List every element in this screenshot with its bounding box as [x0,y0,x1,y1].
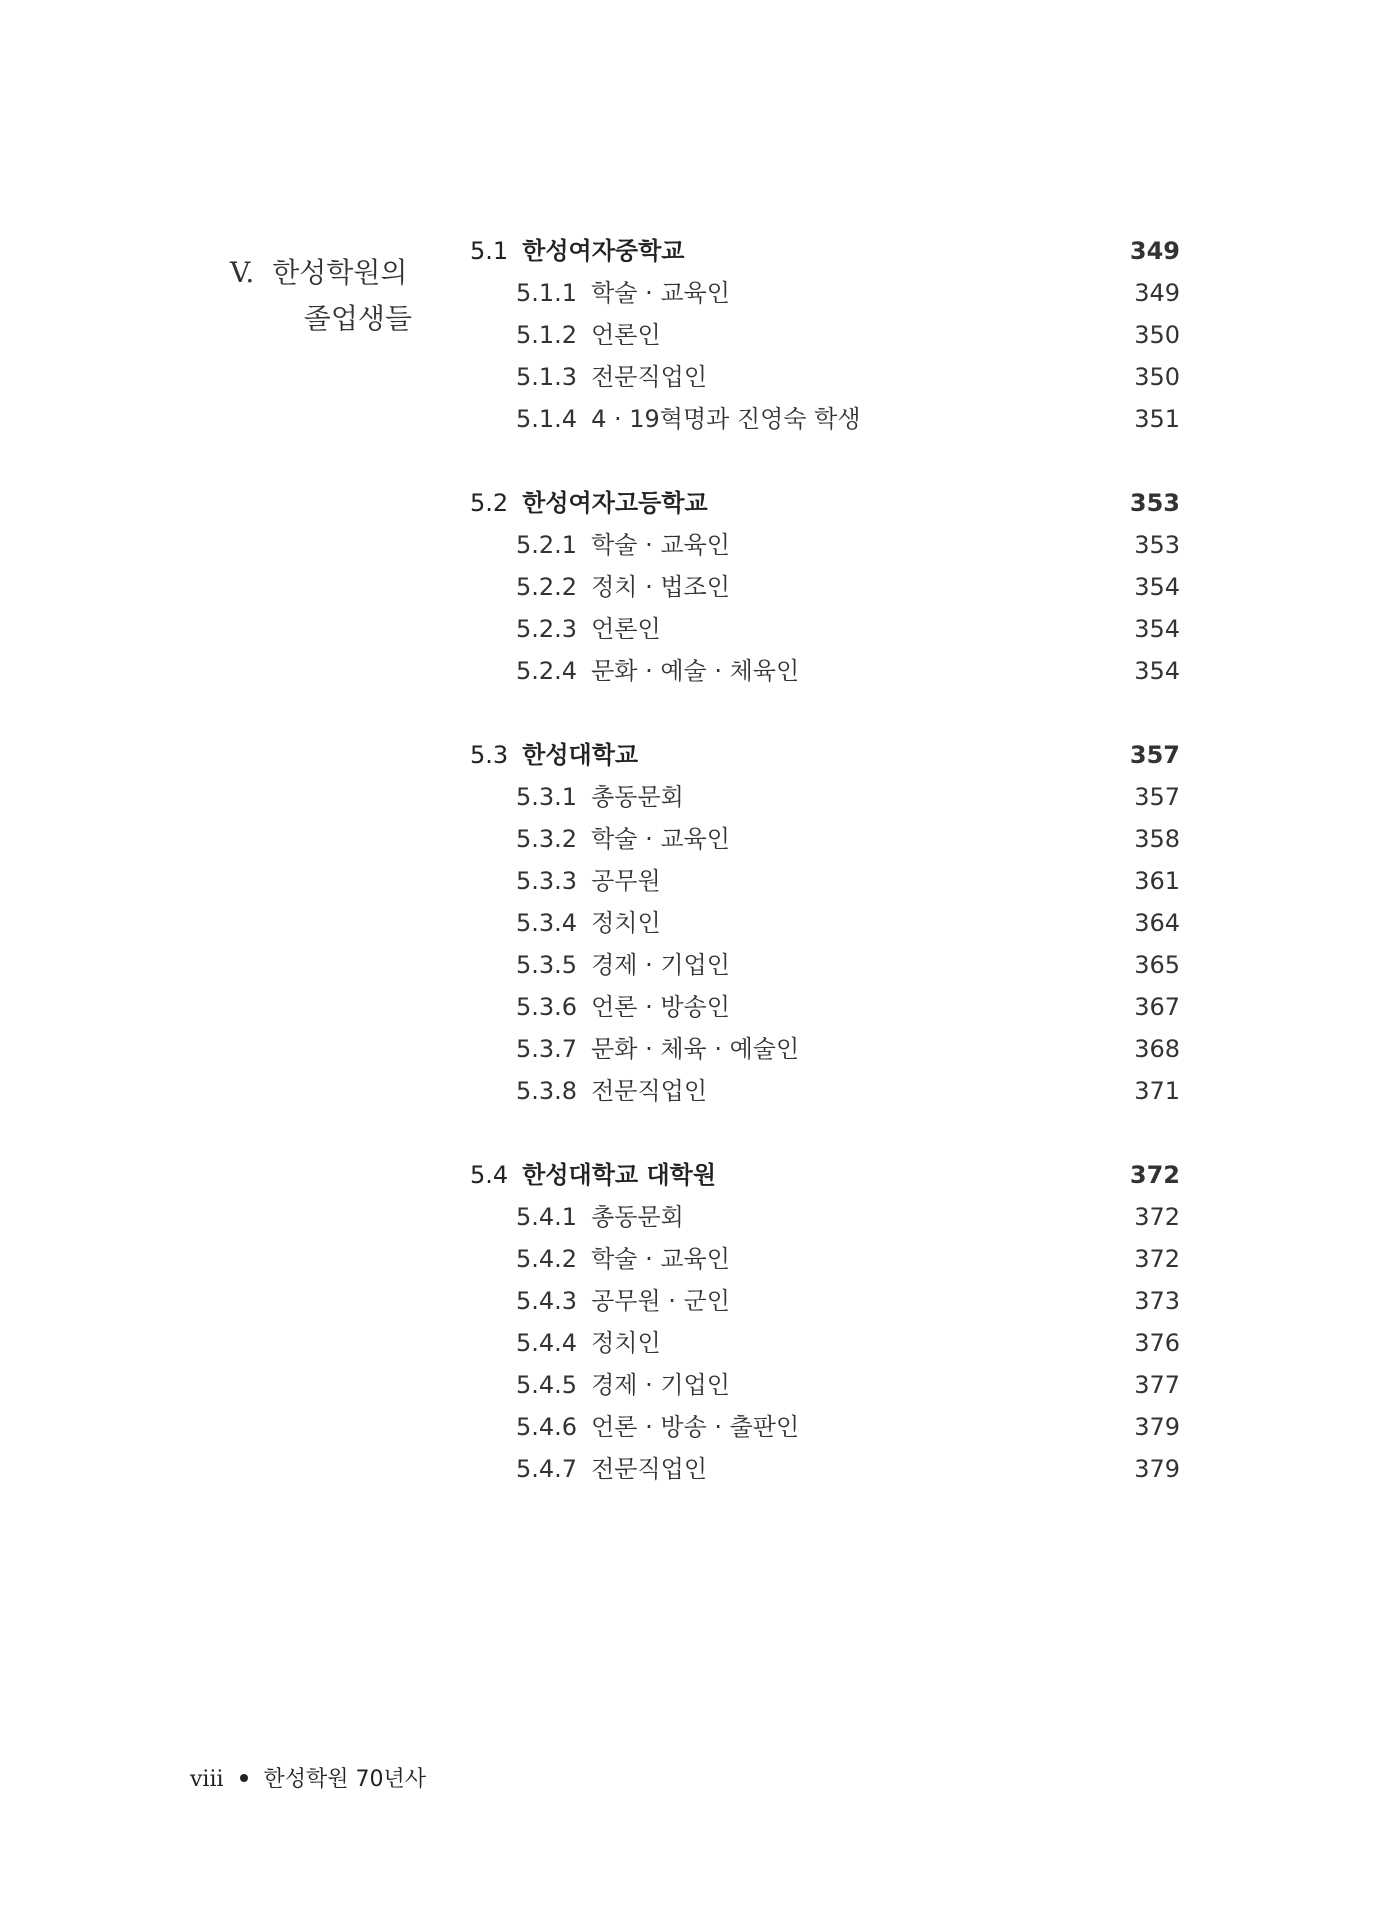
toc-entry[interactable] [470,1028,1180,1070]
toc-entry[interactable] [470,356,1180,398]
toc-entry[interactable] [470,314,1180,356]
part-numeral: V. [230,256,255,289]
part-title [180,250,412,342]
toc-entry-number: 5.3.5 [516,951,578,979]
toc-entry-page: 349 [1129,237,1180,265]
toc-entry-page: 358 [1134,825,1180,853]
toc-entry-number: 5.3.1 [516,783,578,811]
toc-entry-page: 354 [1134,657,1180,685]
toc-section-heading[interactable] [470,482,1180,524]
toc-entry-title: 언론 · 방송 · 출판인 [591,1413,800,1441]
toc-entry-number: 5.4.3 [516,1287,578,1315]
toc-entry-number: 5.1 [470,237,509,265]
toc-entry[interactable] [470,860,1180,902]
toc-entry[interactable] [470,1364,1180,1406]
toc-section-heading[interactable] [470,734,1180,776]
toc-entry-page: 350 [1134,363,1180,391]
toc-entry[interactable] [470,1196,1180,1238]
toc-entry[interactable] [470,608,1180,650]
toc-entry-page: 372 [1134,1245,1180,1273]
toc-entry[interactable] [470,944,1180,986]
page-number: viii [190,1767,224,1792]
toc-entry-page: 351 [1134,405,1180,433]
toc-section [470,734,1180,1112]
toc-entry-title: 정치인 [591,909,661,937]
toc-entry-number: 5.3 [470,741,509,769]
toc-entry-title: 학술 · 교육인 [591,825,730,853]
toc-entry-number: 5.3.8 [516,1077,578,1105]
toc-entry-page: 354 [1134,573,1180,601]
toc-entry-number: 5.4.7 [516,1455,578,1483]
toc-entry-page: 371 [1134,1077,1180,1105]
toc-entry-title: 한성여자중학교 [522,237,685,265]
toc-entry-title: 한성대학교 대학원 [522,1161,716,1189]
toc-entry-number: 5.2.3 [516,615,578,643]
toc-entry-number: 5.1.4 [516,405,578,433]
toc-entry-page: 365 [1134,951,1180,979]
toc-entry-title: 경제 · 기업인 [591,1371,730,1399]
toc-entry-page: 361 [1134,867,1180,895]
toc-section-heading[interactable] [470,1154,1180,1196]
toc-entry-title: 언론인 [591,615,661,643]
book-title: 한성학원 70년사 [263,1767,427,1792]
toc-entry-page: 376 [1134,1329,1180,1357]
toc-entry-page: 353 [1129,489,1180,517]
toc-entry-title: 경제 · 기업인 [591,951,730,979]
toc-entry-number: 5.1.3 [516,363,578,391]
toc-entry-page: 354 [1134,615,1180,643]
toc-entry-page: 372 [1134,1203,1180,1231]
toc-entry-title: 한성여자고등학교 [522,489,708,517]
toc-entry-page: 367 [1134,993,1180,1021]
toc-entry[interactable] [470,1406,1180,1448]
toc-entry[interactable] [470,902,1180,944]
toc-entry[interactable] [470,1280,1180,1322]
toc-entry-page: 377 [1134,1371,1180,1399]
toc-entry-page: 379 [1134,1455,1180,1483]
toc-entry-page: 372 [1129,1161,1180,1189]
part-title-line2: 졸업생들 [303,302,412,335]
table-of-contents [470,230,1180,1532]
toc-entry-number: 5.4.6 [516,1413,578,1441]
toc-entry[interactable] [470,1322,1180,1364]
toc-entry-number: 5.1.1 [516,279,578,307]
toc-entry-title: 정치 · 법조인 [591,573,730,601]
toc-entry[interactable] [470,398,1180,440]
bullet-icon [240,1774,248,1782]
toc-entry-title: 전문직업인 [591,1077,707,1105]
toc-entry-title: 언론 · 방송인 [591,993,730,1021]
toc-entry-page: 373 [1134,1287,1180,1315]
toc-entry-page: 368 [1134,1035,1180,1063]
toc-entry-number: 5.3.6 [516,993,578,1021]
toc-entry[interactable] [470,566,1180,608]
toc-entry-title: 공무원 · 군인 [591,1287,730,1315]
toc-entry-number: 5.2.4 [516,657,578,685]
toc-entry[interactable] [470,986,1180,1028]
toc-entry-title: 학술 · 교육인 [591,1245,730,1273]
toc-section [470,1154,1180,1490]
toc-entry[interactable] [470,272,1180,314]
toc-entry-page: 364 [1134,909,1180,937]
toc-entry-number: 5.2.2 [516,573,578,601]
toc-entry-title: 총동문회 [591,1203,684,1231]
toc-entry-page: 350 [1134,321,1180,349]
toc-entry[interactable] [470,1070,1180,1112]
part-title-text1: 한성학원의 [272,256,408,289]
toc-entry[interactable] [470,818,1180,860]
toc-entry-number: 5.4.4 [516,1329,578,1357]
page-footer [190,1762,426,1793]
toc-section [470,482,1180,692]
toc-section [470,230,1180,440]
part-title-line1 [180,250,412,296]
toc-entry-number: 5.3.2 [516,825,578,853]
toc-entry-title: 전문직업인 [591,1455,707,1483]
toc-entry-number: 5.4.2 [516,1245,578,1273]
toc-entry-page: 357 [1129,741,1180,769]
toc-entry-number: 5.2.1 [516,531,578,559]
toc-entry-number: 5.3.7 [516,1035,578,1063]
toc-entry[interactable] [470,524,1180,566]
toc-entry-title: 총동문회 [591,783,684,811]
toc-entry-title: 학술 · 교육인 [591,531,730,559]
toc-entry-number: 5.2 [470,489,509,517]
toc-entry-page: 349 [1134,279,1180,307]
toc-entry-title: 전문직업인 [591,363,707,391]
toc-entry-number: 5.1.2 [516,321,578,349]
toc-entry-title: 문화 · 예술 · 체육인 [591,657,800,685]
toc-entry-number: 5.3.3 [516,867,578,895]
toc-entry-title: 공무원 [591,867,661,895]
toc-entry-title: 문화 · 체육 · 예술인 [591,1035,800,1063]
toc-entry-page: 353 [1134,531,1180,559]
toc-entry[interactable] [470,776,1180,818]
toc-entry[interactable] [470,1448,1180,1490]
toc-entry-title: 언론인 [591,321,661,349]
toc-entry-number: 5.4.5 [516,1371,578,1399]
toc-entry-title: 학술 · 교육인 [591,279,730,307]
toc-entry-number: 5.4.1 [516,1203,578,1231]
toc-entry-page: 357 [1134,783,1180,811]
toc-entry-title: 정치인 [591,1329,661,1357]
toc-entry-title: 4 · 19혁명과 진영숙 학생 [591,405,861,433]
toc-entry-page: 379 [1134,1413,1180,1441]
toc-entry-title: 한성대학교 [522,741,639,769]
toc-entry[interactable] [470,1238,1180,1280]
toc-entry-number: 5.4 [470,1161,509,1189]
toc-entry-number: 5.3.4 [516,909,578,937]
toc-entry[interactable] [470,650,1180,692]
toc-section-heading[interactable] [470,230,1180,272]
